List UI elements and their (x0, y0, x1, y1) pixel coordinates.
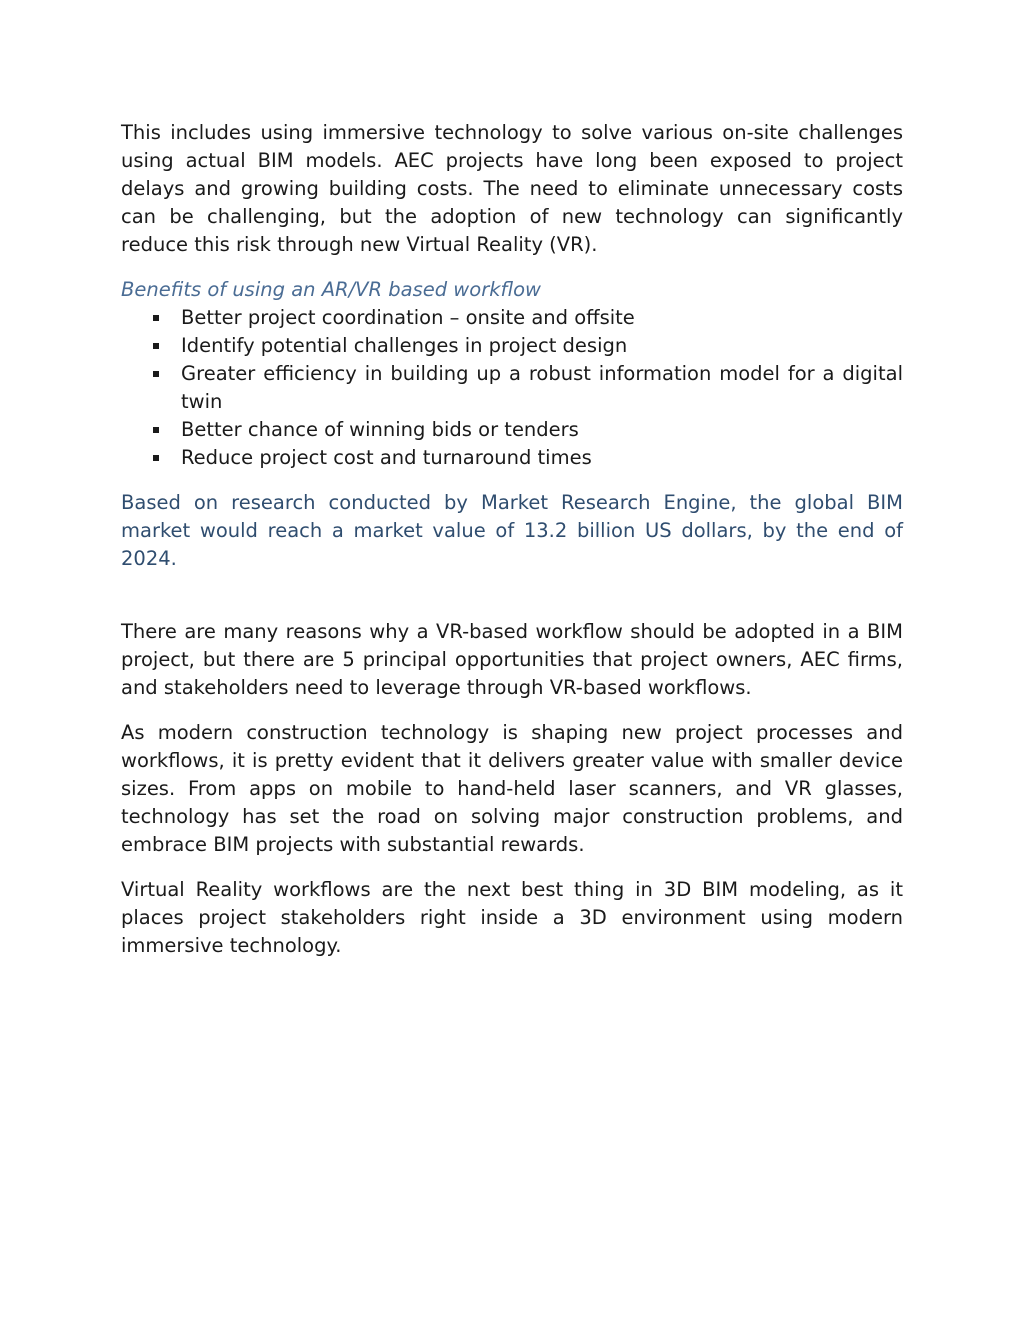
modern-technology-paragraph: As modern construction technology is shaping new project processes and workflows, it is pretty evident that it delivers greater value with smaller device sizes. From apps on mobile to hand-held laser scanners, and VR glasses, technology has set the road on solving major construction problems, and embrace BIM projects with substantial rewards. (121, 721, 903, 856)
list-item (121, 416, 903, 444)
research-paragraph: Based on research conducted by Market Research Engine, the global BIM market would reach a market value of 13.2 billion US dollars, by the end of 2024. (121, 491, 903, 570)
document-page (121, 119, 903, 977)
square-bullet-icon (153, 343, 159, 349)
square-bullet-icon (153, 315, 159, 321)
square-bullet-icon (153, 371, 159, 377)
list-item-text: Reduce project cost and turnaround times (181, 446, 592, 469)
square-bullet-icon (153, 427, 159, 433)
list-item (121, 304, 903, 332)
list-item-text: Greater efficiency in building up a robust information model for a digital twin (181, 362, 903, 413)
list-item (121, 332, 903, 360)
list-item-text: Better project coordination – onsite and offsite (181, 306, 635, 329)
square-bullet-icon (153, 455, 159, 461)
intro-paragraph: This includes using immersive technology to solve various on-site challenges using actual BIM models. AEC projects have long been exposed to project delays and growing building costs. The need to eliminate unnecessary costs can be challenging, but the adoption of new technology can significantly reduce this risk through new Virtual Reality (VR). (121, 121, 903, 256)
list-item (121, 444, 903, 472)
benefits-list (121, 304, 903, 472)
list-item-text: Identify potential challenges in project design (181, 334, 628, 357)
reasons-paragraph: There are many reasons why a VR-based workflow should be adopted in a BIM project, but there are 5 principal opportunities that project owners, AEC firms, and stakeholders need to leverage through VR-based workflows. (121, 620, 903, 699)
list-item (121, 360, 903, 416)
benefits-heading: Benefits of using an AR/VR based workflow (121, 278, 541, 301)
list-item-text: Better chance of winning bids or tenders (181, 418, 579, 441)
vr-workflows-paragraph: Virtual Reality workflows are the next best thing in 3D BIM modeling, as it places project stakeholders right inside a 3D environment using modern immersive technology. (121, 878, 903, 957)
